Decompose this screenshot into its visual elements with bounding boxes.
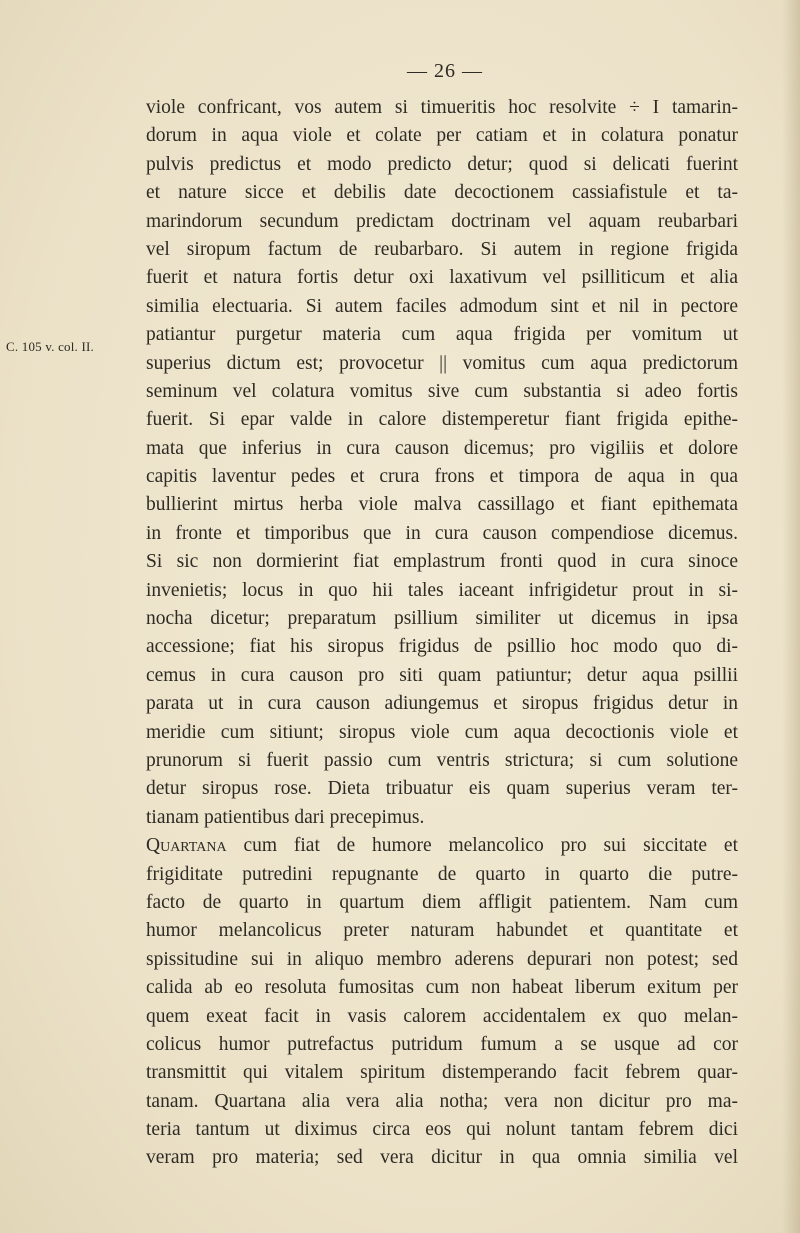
page-number: — 26 — <box>407 60 483 82</box>
text-line: pulvis predictus et modo predicto detur; quod si delicati fuerint <box>146 153 738 175</box>
text-line <box>146 832 738 860</box>
text-line: accessione; fiat his siropus frigidus de psillio hoc modo quo di- <box>146 636 738 658</box>
text-line: colicus humor putrefactus putridum fumum a se usque ad cor <box>146 1033 738 1055</box>
text-line: quem exeat facit in vasis calorem accidentalem ex quo melan- <box>146 1005 738 1027</box>
margin-reference-note: C. 105 v. col. II. <box>6 339 94 354</box>
text-line: humor melancolicus preter naturam habundet et quantitate et <box>146 920 738 942</box>
paragraph-1 <box>146 94 738 832</box>
text-line: fuerit. Si epar valde in calore distemperetur fiant frigida epithe- <box>146 409 738 431</box>
text-line: superius dictum est; provocetur || vomitus cum aqua predictorum <box>146 352 738 374</box>
text-line: meridie cum sitiunt; siropus viole cum aqua decoctionis viole et <box>146 721 738 743</box>
text-line: in fronte et timporibus que in cura causon compendiose dicemus. <box>146 522 738 544</box>
text-line: parata ut in cura causon adiungemus et siropus frigidus detur in <box>146 693 738 715</box>
paragraph-lead-word: Quartana <box>146 835 227 857</box>
text-line: mata que inferius in cura causon dicemus; pro vigiliis et dolore <box>146 437 738 459</box>
text-line: calida ab eo resoluta fumositas cum non habeat liberum exitum per <box>146 977 738 999</box>
text-line: et nature sicce et debilis date decoctionem cassiafistule et ta- <box>146 182 738 204</box>
text-line: transmittit qui vitalem spiritum distemperando facit febrem quar- <box>146 1062 738 1084</box>
text-line: fuerit et natura fortis detur oxi laxativum vel psilliticum et alia <box>146 267 738 289</box>
text-line: dorum in aqua viole et colate per catiam et in colatura ponatur <box>146 125 738 147</box>
text-line: cemus in cura causon pro siti quam patiuntur; detur aqua psillii <box>146 664 738 686</box>
text-line: frigiditate putredini repugnante de quarto in quarto die putre- <box>146 863 738 885</box>
text-line: veram pro materia; sed vera dicitur in qua omnia similia vel <box>146 1147 738 1169</box>
text-line: vel siropum factum de reubarbaro. Si autem in regione frigida <box>146 238 738 260</box>
text-line: facto de quarto in quartum diem affligit patientem. Nam cum <box>146 891 738 913</box>
paragraph-2 <box>146 832 738 1173</box>
text-line: capitis laventur pedes et crura frons et timpora de aqua in qua <box>146 466 738 488</box>
text-line: tanam. Quartana alia vera alia notha; vera non dicitur pro ma- <box>146 1090 738 1112</box>
text-line: detur siropus rose. Dieta tribuatur eis quam superius veram ter- <box>146 778 738 800</box>
text-line: marindorum secundum predictam doctrinam vel aquam reubarbari <box>146 210 738 232</box>
text-line: Si sic non dormierint fiat emplastrum fronti quod in cura sinoce <box>146 551 738 573</box>
text-line: spissitudine sui in aliquo membro aderens depurari non potest; sed <box>146 948 738 970</box>
paragraph-2-first-line-rest: cum fiat de humore melancolico pro sui siccitate et <box>226 835 738 857</box>
text-line: viole confricant, vos autem si timueritis hoc resolvite ÷ I tamarin- <box>146 97 738 118</box>
text-line: patiantur purgetur materia cum aqua frigida per vomitum ut <box>146 324 738 346</box>
text-line: similia electuaria. Si autem faciles admodum sint et nil in pectore <box>146 295 738 317</box>
text-line: bullierint mirtus herba viole malva cassillago et fiant epithemata <box>146 494 738 516</box>
text-line: seminum vel colatura vomitus sive cum substantia si adeo fortis <box>146 380 738 402</box>
text-line: tianam patientibus dari precepimus. <box>146 806 425 828</box>
text-line: prunorum si fuerit passio cum ventris strictura; si cum solutione <box>146 749 738 771</box>
page-edge-stain <box>782 0 800 1233</box>
text-line: nocha dicetur; preparatum psillium similiter ut dicemus in ipsa <box>146 608 738 630</box>
body-text <box>146 94 738 1173</box>
text-line: teria tantum ut diximus circa eos qui nolunt tantam febrem dici <box>146 1119 738 1141</box>
text-line: invenietis; locus in quo hii tales iaceant infrigidetur prout in si- <box>146 579 738 601</box>
